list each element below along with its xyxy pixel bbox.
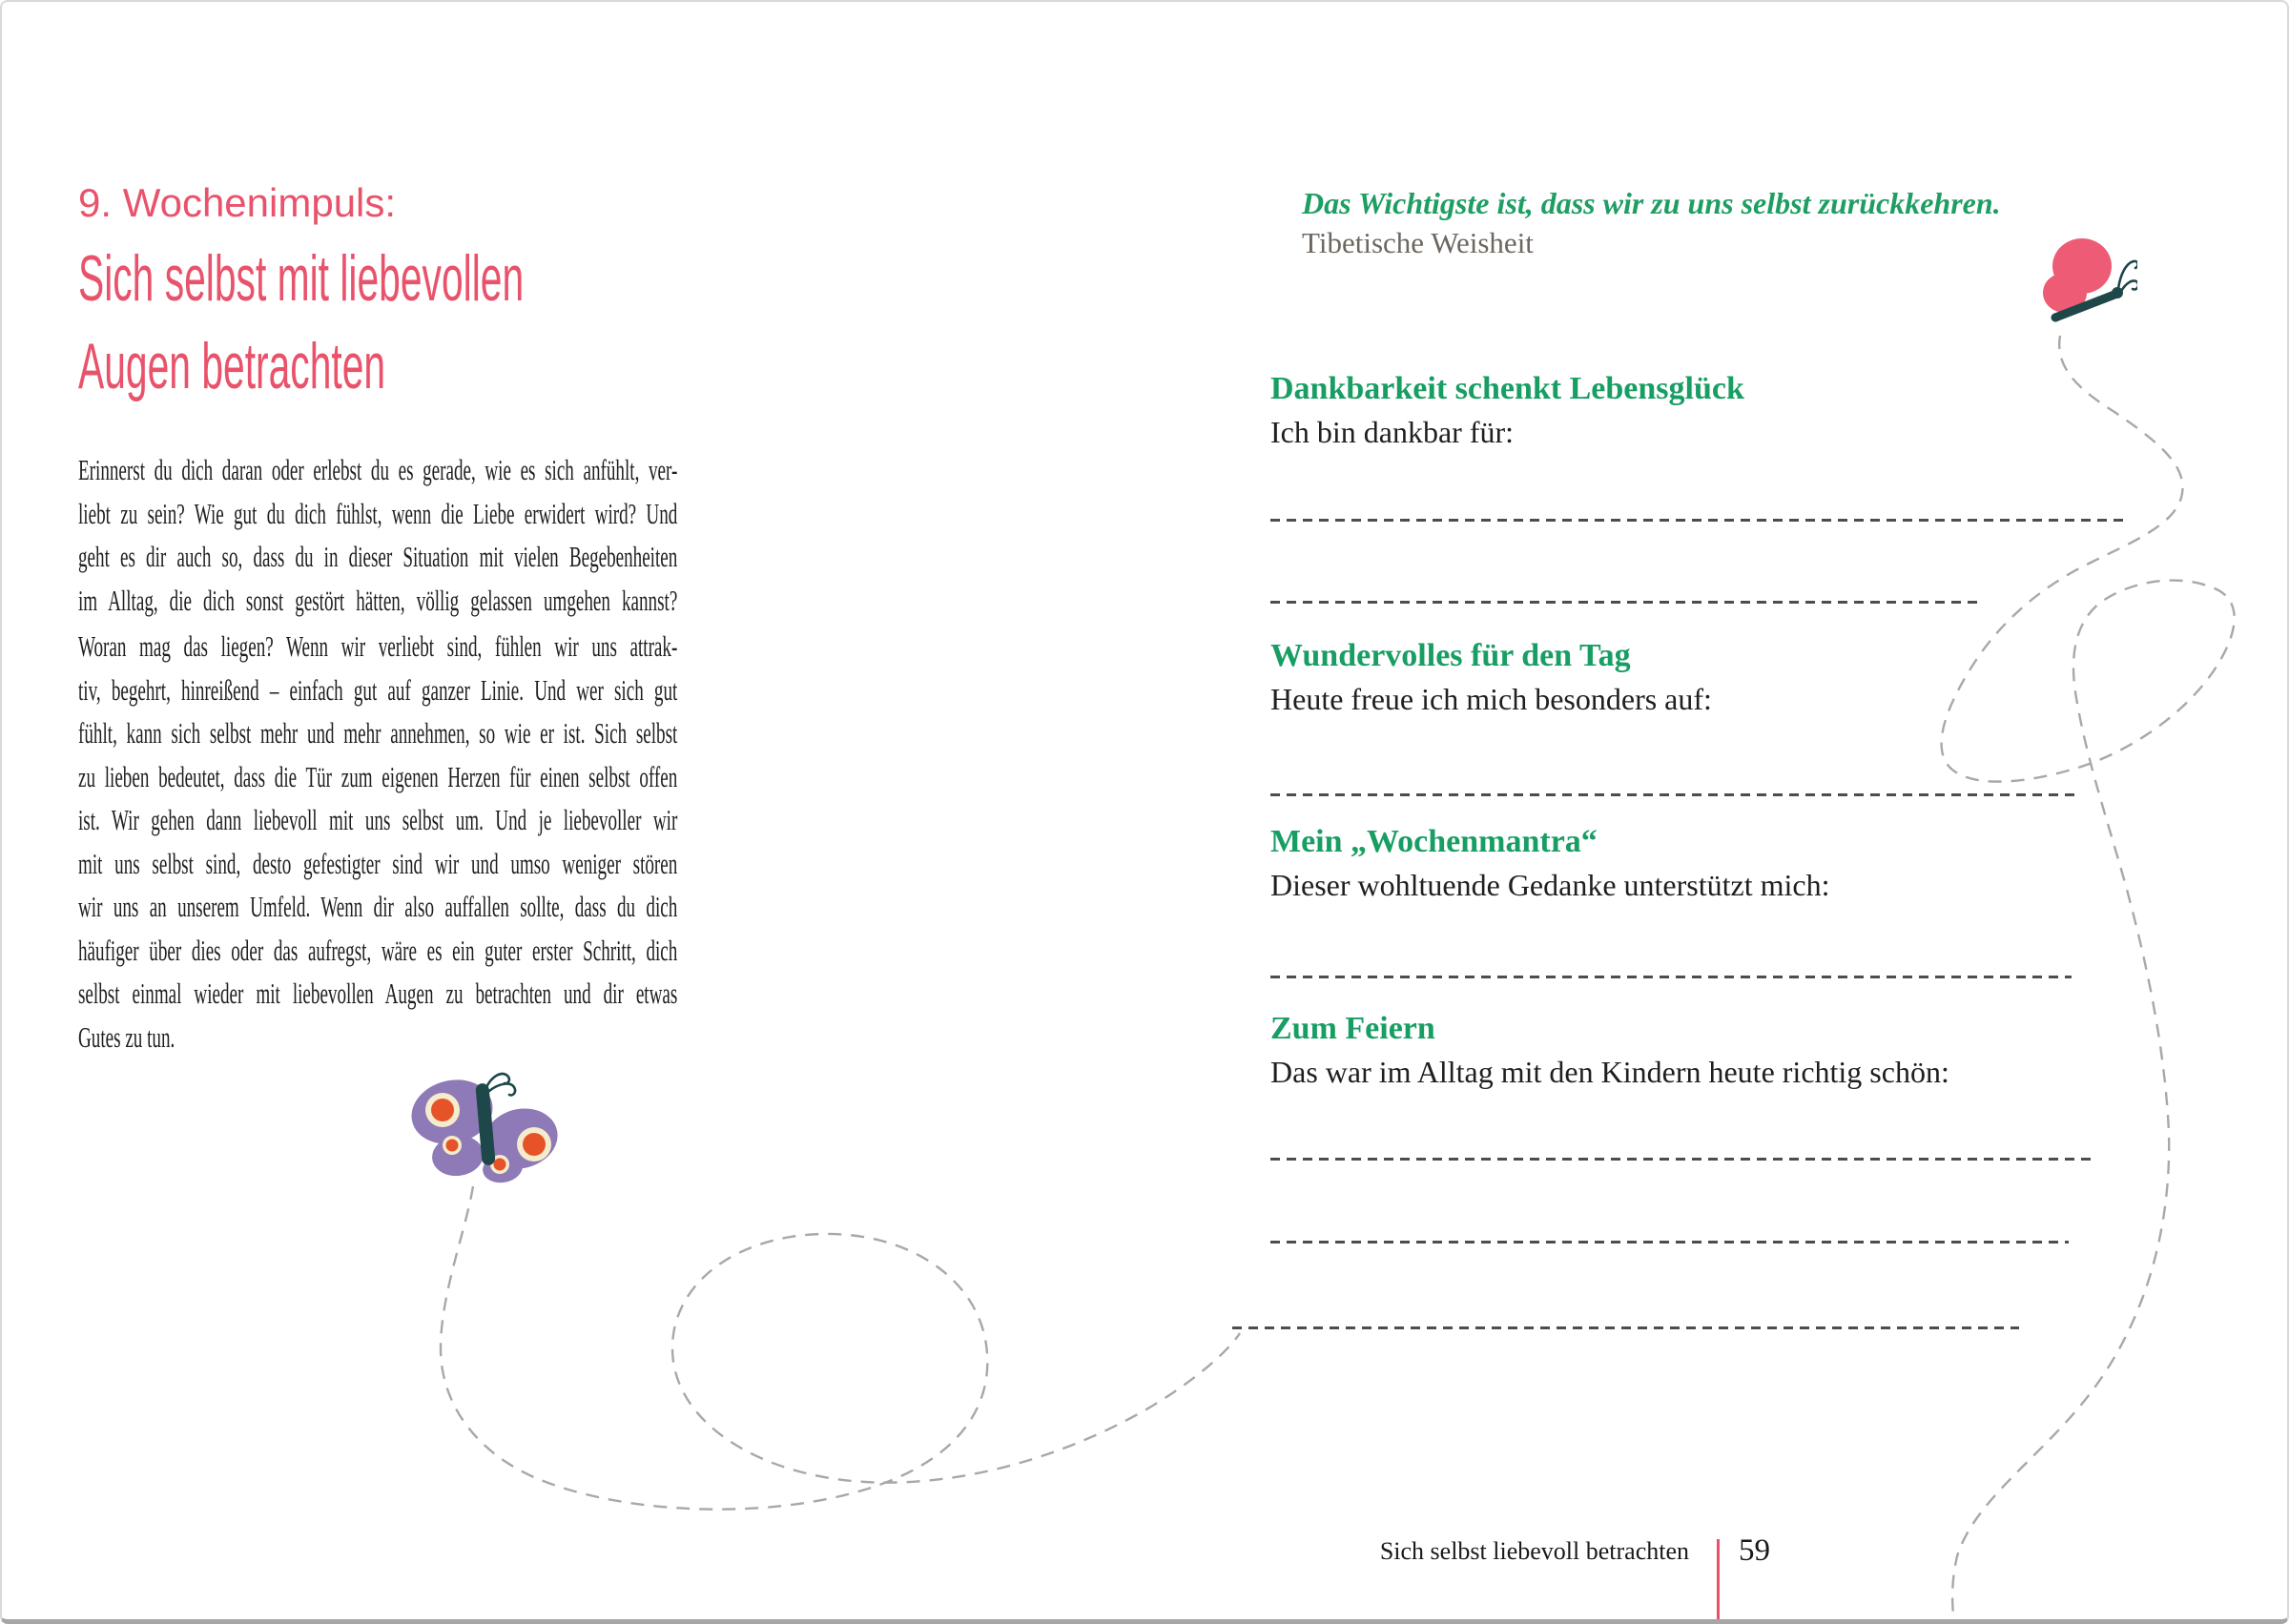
text-line: liebt zu sein? Wie gut du dich fühlst, wenn die Liebe erwidert wird? Und xyxy=(78,496,678,530)
text-line: tiv, begehrt, hinreißend – einfach gut auf ganzer Linie. Und wer sich gut xyxy=(78,672,678,707)
journal-section-wundervolles xyxy=(1270,635,2129,719)
section-prompt: Ich bin dankbar für: xyxy=(1270,415,1515,449)
body-paragraph xyxy=(78,448,677,622)
text-line: Erinnerst du dich daran oder erlebst du es gerade, wie es sich anfühlt, ver- xyxy=(78,453,678,486)
text-line: mit uns selbst sind, desto gefestigter sind wir und umso weniger stören xyxy=(78,846,678,880)
page-title-line-2: Augen betrachten xyxy=(78,330,386,402)
section-heading: Dankbarkeit schenkt Lebensglück xyxy=(1270,371,1744,406)
pink-butterfly-icon xyxy=(2042,236,2137,332)
answer-line xyxy=(1270,976,2072,978)
text-line: ist. Wir gehen dann liebevoll mit uns selbst um. Und je liebevoller wir xyxy=(78,803,678,836)
text-line: häufiger über dies oder das aufregst, wäre es ein guter erster Schritt, dich xyxy=(78,933,678,967)
section-heading: Mein „Wochenmantra“ xyxy=(1270,824,1598,859)
text-line: geht es dir auch so, dass du in dieser Situation mit vielen Begebenheiten xyxy=(78,540,678,573)
text-line: wir uns an unserem Umfeld. Wenn dir also auffallen sollte, dass du dich xyxy=(78,890,678,923)
footer-divider xyxy=(1717,1539,1720,1620)
section-heading: Zum Feiern xyxy=(1270,1011,1435,1046)
section-prompt: Heute freue ich mich besonders auf: xyxy=(1270,682,1712,716)
answer-line xyxy=(1270,601,1979,604)
chapter-kicker: 9. Wochenimpuls: xyxy=(78,180,397,225)
answer-line xyxy=(1270,793,2078,796)
page-number: 59 xyxy=(1739,1533,1770,1568)
page-title xyxy=(78,235,524,410)
page-title-line-1: Sich selbst mit liebevollen xyxy=(78,242,525,315)
text-line: fühlt, kann sich selbst mehr und mehr annehmen, so wie er ist. Sich selbst xyxy=(78,716,678,750)
section-prompt: Dieser wohltuende Gedanke unterstützt mich: xyxy=(1270,868,1830,902)
section-heading: Wundervolles für den Tag xyxy=(1270,638,1631,673)
section-prompt: Das war im Alltag mit den Kindern heute richtig schön: xyxy=(1270,1055,1949,1089)
journal-section-zum-feiern xyxy=(1270,1008,2129,1092)
answer-line xyxy=(1270,519,2125,522)
text-line: selbst einmal wieder mit liebevollen Augen zu betrachten und dir etwas xyxy=(78,976,678,1010)
answer-line xyxy=(1270,1241,2069,1244)
quote-text: Das Wichtigste ist, dass wir zu uns selbst zurückkehren. xyxy=(1302,186,2001,220)
flight-path-purple-butterfly xyxy=(441,1186,1240,1510)
text-line: Woran mag das liegen? Wenn wir verliebt sind, fühlen wir uns attrak- xyxy=(78,629,678,663)
text-line: im Alltag, die dich sonst gestört hätten, völlig gelassen umgehen kannst? xyxy=(78,583,678,617)
journal-section-dankbarkeit xyxy=(1270,368,2129,452)
purple-butterfly-icon xyxy=(406,1072,568,1191)
answer-line xyxy=(1270,1158,2093,1161)
text-line: Gutes zu tun. xyxy=(78,1019,175,1054)
text-line: zu lieben bedeutet, dass die Tür zum eigenen Herzen für einen selbst offen xyxy=(78,759,678,793)
running-title: Sich selbst liebevoll betrachten xyxy=(1379,1537,1689,1565)
flight-path-pink-butterfly xyxy=(1942,336,2235,1623)
journal-section-wochenmantra xyxy=(1270,821,2129,905)
answer-line xyxy=(1232,1326,2019,1329)
body-paragraph xyxy=(78,625,677,1059)
quote-attribution: Tibetische Weisheit xyxy=(1302,226,1534,259)
